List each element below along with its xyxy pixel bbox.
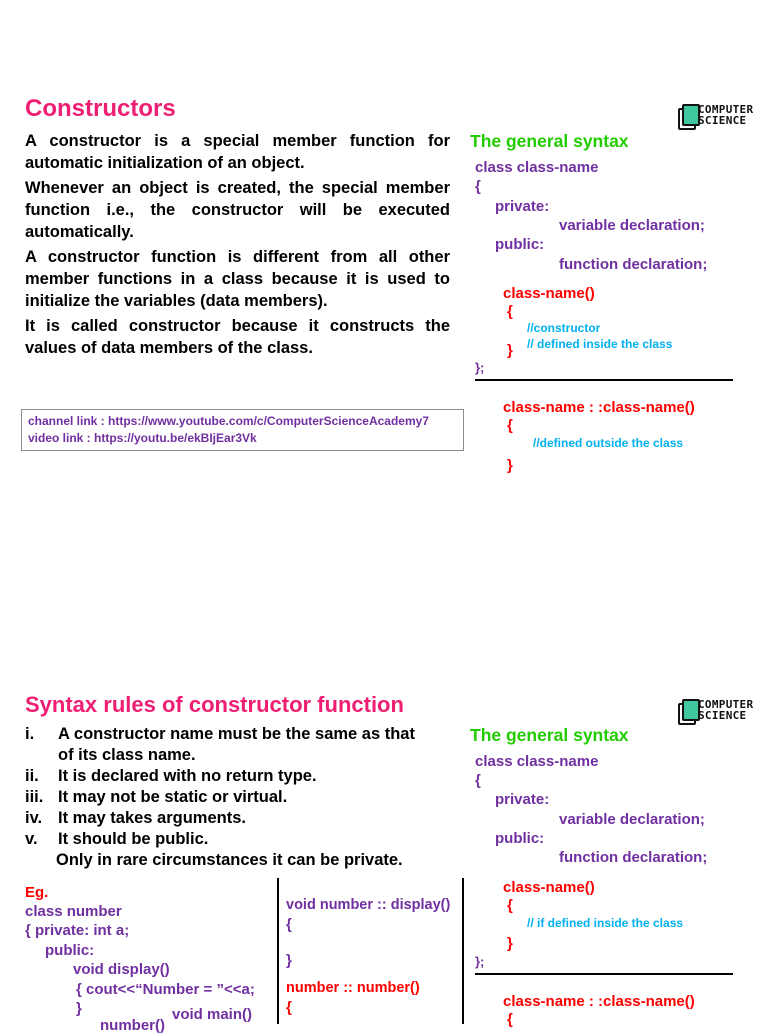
syntax-outside-name: class-name : :class-name(): [503, 399, 695, 416]
example-class-line: class number: [25, 903, 122, 920]
syntax-end: };: [475, 360, 485, 375]
logo-line2: SCIENCE: [698, 114, 747, 127]
syntax-divider: [475, 379, 733, 381]
middle-ctor-def: number :: number(): [286, 980, 420, 996]
computer-science-logo-2: [676, 697, 768, 729]
rule-item: iv. It may takes arguments.: [25, 809, 246, 827]
syntax2-outside-name: class-name : :class-name(): [503, 993, 695, 1010]
syntax-constructor-open: {: [507, 303, 513, 320]
example-display-line: void display(): [73, 961, 170, 978]
syntax2-variable-declaration: variable declaration;: [559, 811, 705, 828]
links-box: [21, 409, 464, 451]
syntax-variable-declaration: variable declaration;: [559, 217, 705, 234]
example-private-line: { private: int a;: [25, 922, 130, 939]
syntax-outside-open: {: [507, 417, 513, 434]
rule-item: v. It should be public.: [25, 830, 209, 848]
slide1-description: [25, 130, 450, 362]
rule-item: ii. It is declared with no return type.: [25, 767, 317, 785]
syntax-constructor-close: }: [507, 342, 513, 359]
middle-close: }: [286, 952, 292, 969]
syntax2-private: private:: [495, 791, 550, 808]
syntax2-comment: // if defined inside the class: [527, 916, 684, 930]
syntax2-divider: [475, 973, 733, 975]
video-link[interactable]: video link : https://youtu.be/ekBIjEar3Vk: [28, 431, 257, 445]
rule-item: i. A constructor name must be the same as that: [25, 725, 415, 743]
syntax-public: public:: [495, 236, 545, 253]
logo-line1: COMPUTER: [698, 698, 754, 711]
syntax-comment-constructor: //constructor: [527, 321, 601, 335]
example-cout-line: { cout<<“Number = ”<<a;: [76, 981, 255, 998]
syntax2-function-declaration: function declaration;: [559, 849, 708, 866]
computer-science-logo: [676, 102, 768, 134]
example-close-line: }: [76, 1000, 82, 1017]
channel-link[interactable]: channel link : https://www.youtube.com/c/ComputerScienceAcademy7: [28, 414, 429, 428]
rule-item: iii. It may not be static or virtual.: [25, 788, 288, 806]
code-divider-right: [462, 878, 464, 1024]
syntax2-class-line: class class-name: [475, 753, 599, 770]
syntax-open-brace: {: [475, 178, 481, 195]
example-public-line: public:: [45, 942, 95, 959]
syntax2-constructor-close: }: [507, 935, 513, 952]
logo-line1: COMPUTER: [698, 103, 754, 116]
example-label: Eg.: [25, 884, 49, 901]
syntax-constructor-name: class-name(): [503, 285, 595, 302]
syntax-outside-comment: //defined outside the class: [533, 436, 684, 450]
syntax2-public: public:: [495, 830, 545, 847]
syntax-outside-close: }: [507, 457, 513, 474]
middle-display-def: void number :: display(): [286, 897, 451, 913]
syntax-function-declaration: function declaration;: [559, 256, 708, 273]
syntax2-end: };: [475, 954, 485, 969]
logo-line2: SCIENCE: [698, 709, 747, 722]
paragraph-naming: It is called constructor because it constructs the values of data members of the class.: [25, 317, 450, 357]
rule-item: Only in rare circumstances it can be private.: [56, 851, 403, 869]
paragraph-difference: A constructor function is different from all other member functions in a class because it is used to initialize the variables (data members).: [25, 248, 450, 310]
rule-item: of its class name.: [58, 746, 196, 764]
syntax-heading: The general syntax: [470, 131, 629, 151]
paragraph-execution: Whenever an object is created, the special member function i.e., the constructor will be executed automatically.: [25, 179, 450, 241]
syntax-class-line: class class-name: [475, 159, 599, 176]
middle-ctor-open: {: [286, 999, 292, 1016]
syntax-comment-inside: // defined inside the class: [527, 337, 673, 351]
syntax-private: private:: [495, 198, 550, 215]
middle-open: {: [286, 916, 292, 933]
syntax2-outside-open: {: [507, 1011, 513, 1028]
syntax2-constructor-name: class-name(): [503, 879, 595, 896]
syntax-rules-list: [25, 724, 455, 871]
syntax2-constructor-open: {: [507, 897, 513, 914]
syntax2-heading: The general syntax: [470, 725, 629, 745]
example-main-line: void main(): [172, 1006, 253, 1023]
syntax2-open-brace: {: [475, 772, 481, 789]
slide1-title: Constructors: [25, 95, 176, 122]
slide2-title: Syntax rules of constructor function: [25, 692, 404, 717]
example-partial-line: number(): [100, 1017, 165, 1034]
code-divider-left: [277, 878, 279, 1024]
paragraph-definition: A constructor is a special member function for automatic initialization of an object.: [25, 132, 450, 172]
